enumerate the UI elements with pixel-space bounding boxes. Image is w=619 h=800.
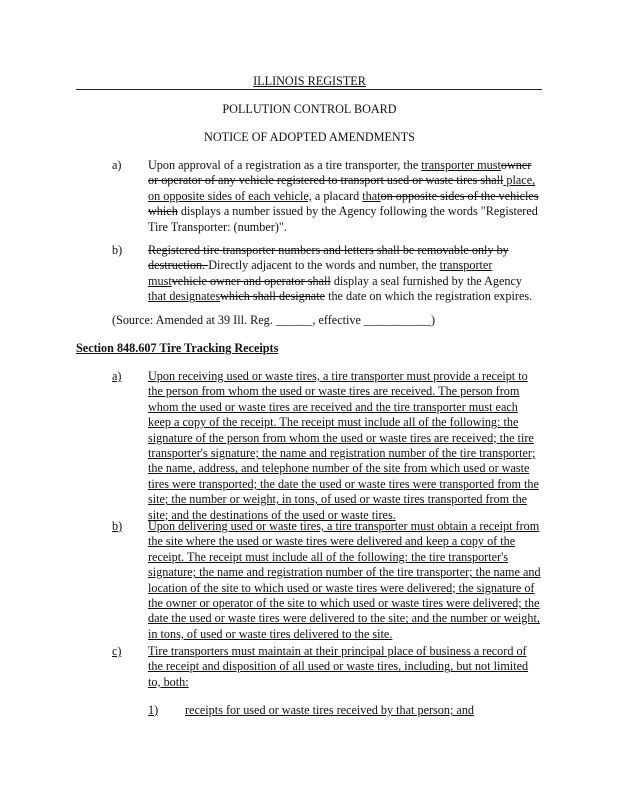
sec-b-text: Upon delivering used or waste tires, a tire transporter must obtain a receipt from the site where the used or waste tires were delivered and keep a copy of the receipt. The receipt must include all of the following: the tire transporter's signature; the name and registration number of the tire transporter; the name and location of the site to which used or waste tires were delivered; the signature of the owner or operator of the site to which used or waste tires were delivered; the date the used or waste tires were delivered to the site; and the number or weight, in tons, of used or waste tires delivered to the site. (148, 519, 541, 641)
sec-a-text: Upon receiving used or waste tires, a tire transporter must provide a receipt to the person from whom the used or waste tires are received. The person from whom the used or waste tires are received and the tire transporter must each keep a copy of the receipt. The receipt must include all of the following: the signature of the person from whom the used or waste tires are received; the tire transporter's signature; the name and registration number of the tire transporter; the name, address, and telephone number of the site from which used or waste tires were transported; the date the used or waste tires were transported from the site; the number or weight, in tons, of used or waste tires transported from the site; and the destinations of the used or waste tires. (148, 369, 539, 522)
para-b-label: b) (112, 243, 123, 257)
sec-b-label: b) (112, 519, 123, 533)
para-a-label: a) (112, 158, 122, 172)
sec-c1-text: receipts for used or waste tires received by that person; and (185, 703, 475, 717)
sec-c1-label: 1) (148, 703, 159, 717)
notice-title: NOTICE OF ADOPTED AMENDMENTS (204, 130, 415, 144)
para-b-text: Registered tire transporter numbers and letters shall be removable only by destruction. Directly adjacent to the words and number, the transporter mustvehicle owner and operator shall display a seal furnished by the Agency that designateswhich shall designate the date on which the registration expires. (148, 243, 533, 304)
source-note: (Source: Amended at 39 Ill. Reg. ______, effective ___________) (112, 313, 436, 327)
section-heading: Section 848.607 Tire Tracking Receipts (76, 341, 279, 355)
header-rule (76, 89, 542, 90)
para-a-text: Upon approval of a registration as a tire transporter, the transporter mustowner or operator of any vehicle registered to transport used or waste tires shall place, on opposite sides of each vehicle, a placard thaton opposite sides of the vehicles which displays a number issued by the Agency following the words "Registered Tire Transporter: (number)". (148, 158, 539, 234)
register-title: ILLINOIS REGISTER (253, 74, 366, 88)
board-title: POLLUTION CONTROL BOARD (222, 102, 397, 116)
sec-c-text: Tire transporters must maintain at their principal place of business a record of the receipt and disposition of all used or waste tires, including, but not limited to, both: (148, 644, 529, 689)
sec-a-label: a) (112, 369, 122, 383)
sec-c-label: c) (112, 644, 122, 658)
